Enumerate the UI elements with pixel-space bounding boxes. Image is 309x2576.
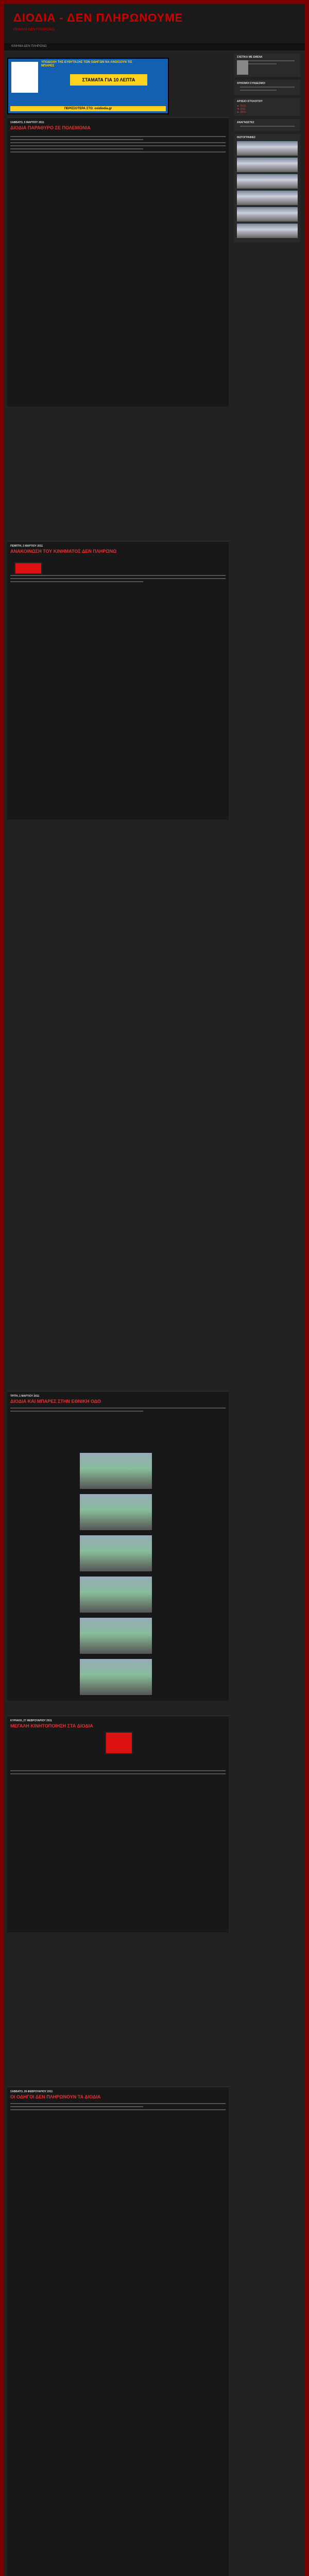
text-line (10, 578, 226, 579)
text-line (10, 142, 226, 143)
sidebar (234, 54, 300, 245)
post-photo[interactable] (80, 1577, 152, 1613)
sidebar-photo[interactable] (237, 191, 298, 205)
text-line (10, 136, 226, 137)
text-line (10, 145, 226, 146)
post-date: ΣΑΒΒΑΤΟ, 5 ΜΑΡΤΙΟΥ 2011 (10, 121, 44, 124)
text-line (240, 90, 277, 91)
archive-heading: ΑΡΧΕΙΟ ΙΣΤΟΛΟΓΙΟΥ (237, 100, 263, 103)
no-toll-sign-icon (14, 562, 42, 574)
text-line (10, 1411, 143, 1412)
blog-header (4, 4, 305, 43)
text-line (10, 151, 226, 152)
text-line (10, 2106, 143, 2107)
post-photo[interactable] (80, 1618, 152, 1654)
post-date: ΠΕΜΠΤΗ, 3 ΜΑΡΤΙΟΥ 2011 (10, 545, 43, 548)
post-title[interactable]: ΜΕΓΑΛΗ ΚΙΝΗΤΟΠΟΙΗΣΗ ΣΤΑ ΔΙΟΔΙΑ (10, 1723, 93, 1728)
blog-description: ΚΙΝΗΜΑ ΔΕΝ ΠΛΗΡΩΝΩ (13, 28, 55, 31)
archive-year[interactable]: ► 2010 (237, 111, 246, 114)
followers-widget (234, 119, 300, 131)
post-title[interactable]: ΟΙ ΟΔΗΓΟΙ ΔΕΝ ΠΛΗΡΩΝΟΥΝ ΤΑ ΔΙΟΔΙΑ (10, 2094, 101, 2099)
post-date: ΣΑΒΒΑΤΟ, 26 ΦΕΒΡΟΥΑΡΙΟΥ 2011 (10, 2090, 53, 2093)
archive-year[interactable]: ► 2012 (237, 105, 246, 108)
post-photo[interactable] (80, 1453, 152, 1489)
campaign-banner (7, 58, 169, 114)
photos-heading: ΦΩΤΟΓΡΑΦΙΕΣ (237, 136, 256, 139)
post-photo[interactable] (80, 1494, 152, 1530)
about-heading: ΣΧΕΤΙΚΑ ΜΕ ΕΜΕΝΑ (237, 56, 263, 59)
nav-label[interactable]: ΚΙΝΗΜΑ ΔΕΝ ΠΛΗΡΩΝΩ (11, 45, 47, 48)
post-photo[interactable] (80, 1659, 152, 1695)
text-line (10, 1773, 226, 1774)
photos-widget (234, 134, 300, 242)
text-line (240, 126, 295, 127)
post-photo[interactable] (80, 1535, 152, 1571)
post-title[interactable]: ΔΙΟΔΙΑ ΚΑΙ ΜΠΑΡΕΣ ΣΤΗΝ ΕΘΝΙΚΗ ΟΔΟ (10, 1399, 101, 1404)
text-line (10, 581, 143, 582)
followers-heading: ΑΝΑΓΝΩΣΤΕΣ (237, 121, 254, 124)
banner-top-text: ΥΠΟΔΟΧΗ ΤΗΣ ΕΥΘΥΤΑΞΗΣ ΤΩΝ ΟΔΗΓΩΝ ΝΑ ΑΝΟΙΞΟΥΝ ΤΙΣ ΜΠΑΡΕΣ (41, 61, 132, 67)
no-toll-sign-icon (105, 1732, 133, 1754)
sidebar-photo[interactable] (237, 207, 298, 222)
post-title[interactable]: ΔΙΟΔΙΑ ΠΑΡΑΘΥΡΟ ΣΕ ΠΟΛΕΜΟΝΙΑ (10, 125, 91, 130)
text-line (10, 148, 143, 149)
text-line (10, 575, 226, 576)
text-line (10, 2103, 226, 2104)
text-line (10, 139, 143, 140)
sidebar-photo[interactable] (237, 158, 298, 172)
archive-year[interactable]: ▼ 2011 (237, 108, 246, 111)
links-heading: ΧΡΗΣΙΜΟΙ ΣΥΝΔΕΣΜΟΙ (237, 82, 265, 85)
text-line (10, 2109, 226, 2110)
post (7, 117, 229, 406)
post (7, 2087, 229, 2576)
avatar[interactable] (237, 60, 248, 75)
about-widget (234, 54, 300, 77)
post (7, 541, 229, 820)
post-title[interactable]: ΑΝΑΚΟΙΝΩΣΗ ΤΟΥ ΚΙΝΗΜΑΤΟΣ ΔΕΝ ΠΛΗΡΩΝΩ (10, 549, 117, 554)
no-toll-sign-icon (11, 62, 38, 93)
links-widget (234, 80, 300, 95)
text-line (10, 1408, 226, 1409)
sidebar-photo[interactable] (237, 224, 298, 238)
banner-site-text[interactable]: ΠΕΡΙΣΣΟΤΕΡΑ ΣΤΟ: oxidiodia.gr (10, 106, 166, 111)
nav-bar (4, 43, 305, 50)
sidebar-photo[interactable] (237, 141, 298, 156)
text-line (10, 1770, 226, 1771)
blog-title[interactable]: ΔΙΟΔΙΑ - ΔΕΝ ΠΛΗΡΩΝΟΥΜΕ (13, 11, 183, 24)
post-date: ΚΥΡΙΑΚΗ, 27 ΦΕΒΡΟΥΑΡΙΟΥ 2011 (10, 1719, 52, 1722)
sidebar-photo[interactable] (237, 174, 298, 189)
post-date: ΤΡΙΤΗ, 1 ΜΑΡΤΙΟΥ 2011 (10, 1395, 40, 1398)
archive-widget (234, 98, 300, 116)
banner-main-text: ΣΤΑΜΑΤΑ ΓΙΑ 10 ΛΕΠΤΑ (70, 74, 147, 86)
post (7, 1716, 229, 1933)
text-line (240, 87, 295, 88)
